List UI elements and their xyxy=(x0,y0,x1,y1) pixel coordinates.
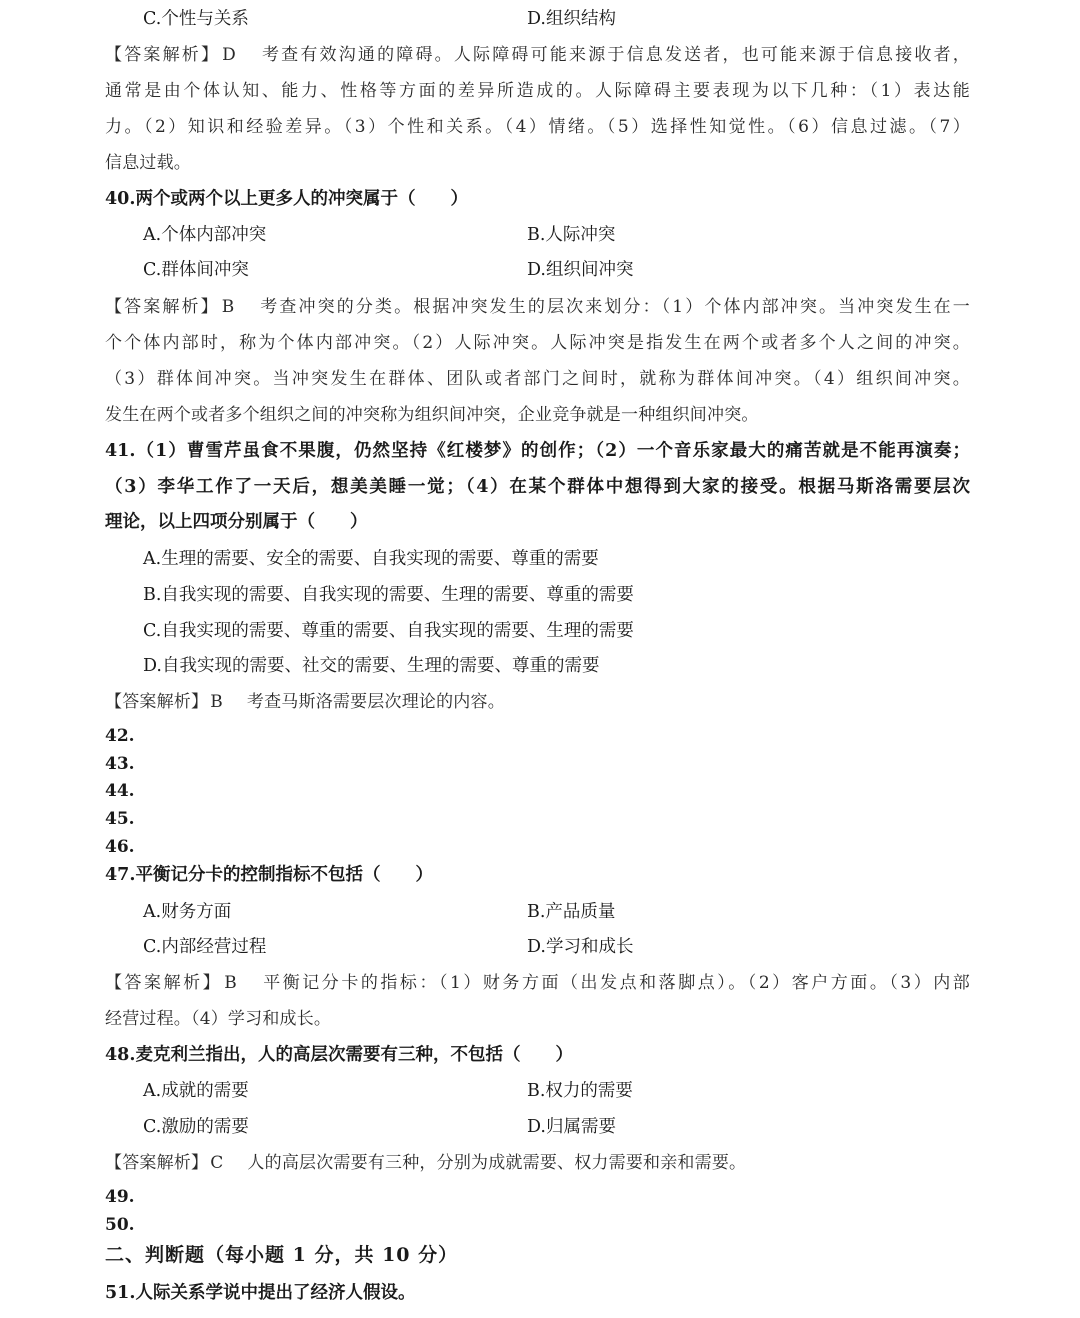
q47-option-d: D.学习和成长 xyxy=(527,937,634,957)
q41-option-b: B.自我实现的需要、自我实现的需要、生理的需要、尊重的需要 xyxy=(143,585,634,605)
q39-answer-line-1 xyxy=(105,43,970,67)
answer-text: 平衡记分卡的指标：（1）财务方面（出发点和落脚点）。（2）客户方面。（3）内部 xyxy=(260,973,971,993)
answer-tag: 【答案解析】 xyxy=(105,973,223,993)
q48-option-b: B.权力的需要 xyxy=(527,1081,633,1101)
q47-answer-line-1 xyxy=(105,971,970,995)
q41-stem-line-1: 41.（1）曹雪芹虽食不果腹，仍然坚持《红楼梦》的创作；（2）一个音乐家最大的痛苦就是不能再演奏； xyxy=(105,441,970,461)
q41-stem-line-3: 理论，以上四项分别属于（ ） xyxy=(105,512,368,532)
q40-answer-line-3: （3）群体间冲突。当冲突发生在群体、团队或者部门之间时，就称为群体间冲突。（4）组织间冲突。 xyxy=(105,369,970,389)
q40-option-b: B.人际冲突 xyxy=(527,225,616,245)
q47-answer-line-2: 经营过程。（4）学习和成长。 xyxy=(105,1009,332,1029)
question-number-50: 50. xyxy=(105,1215,135,1235)
q39-answer-line-2: 通常是由个体认知、能力、性格等方面的差异所造成的。人际障碍主要表现为以下几种：（1）表达能 xyxy=(105,81,970,101)
q48-answer xyxy=(105,1151,746,1175)
question-number-43: 43. xyxy=(105,754,135,774)
q41-option-d: D.自我实现的需要、社交的需要、生理的需要、尊重的需要 xyxy=(143,656,600,676)
answer-letter: C xyxy=(210,1153,224,1173)
q48-stem: 48.麦克利兰指出，人的高层次需要有三种，不包括（ ） xyxy=(105,1045,573,1065)
q47-option-a: A.财务方面 xyxy=(143,902,232,922)
answer-text: 考查马斯洛需要层次理论的内容。 xyxy=(246,692,505,712)
answer-tag: 【答案解析】 xyxy=(105,692,209,712)
q39-answer-line-3: 力。（2）知识和经验差异。（3）个性和关系。（4）情绪。（5）选择性知觉性。（6）信息过滤。（7） xyxy=(105,117,970,137)
answer-tag: 【答案解析】 xyxy=(105,45,221,65)
q48-option-c: C.激励的需要 xyxy=(143,1117,249,1137)
answer-tag: 【答案解析】 xyxy=(105,1153,209,1173)
section-title-judgement: 二、判断题（每小题 1 分，共 10 分） xyxy=(105,1244,459,1266)
q39-answer-line-4: 信息过载。 xyxy=(105,153,191,173)
q40-answer-line-2: 个个体内部时，称为个体内部冲突。（2）人际冲突。人际冲突是指发生在两个或者多个人之间的冲突。 xyxy=(105,333,970,353)
q47-option-b: B.产品质量 xyxy=(527,902,616,922)
q40-option-a: A.个体内部冲突 xyxy=(143,225,267,245)
question-number-42: 42. xyxy=(105,726,135,746)
answer-tag: 【答案解析】 xyxy=(105,297,220,317)
answer-letter: B xyxy=(224,973,237,993)
q48-option-d: D.归属需要 xyxy=(527,1117,616,1137)
answer-text: 考查有效沟通的障碍。人际障碍可能来源于信息发送者，也可能来源于信息接收者， xyxy=(259,45,970,65)
q40-option-d: D.组织间冲突 xyxy=(527,260,634,280)
answer-letter: B xyxy=(210,692,223,712)
question-number-45: 45. xyxy=(105,809,135,829)
q40-answer-line-4: 发生在两个或者多个组织之间的冲突称为组织间冲突，企业竞争就是一种组织间冲突。 xyxy=(105,405,759,425)
q40-answer-line-1 xyxy=(105,295,970,319)
question-number-44: 44. xyxy=(105,781,135,801)
q48-option-a: A.成就的需要 xyxy=(143,1081,249,1101)
answer-letter: B xyxy=(221,297,235,317)
q47-stem: 47.平衡记分卡的控制指标不包括（ ） xyxy=(105,865,433,885)
q40-option-c: C.群体间冲突 xyxy=(143,260,249,280)
answer-letter: D xyxy=(222,45,236,65)
answer-text: 人的高层次需要有三种，分别为成就需要、权力需要和亲和需要。 xyxy=(247,1153,747,1173)
q40-stem: 40.两个或两个以上更多人的冲突属于（ ） xyxy=(105,189,468,209)
q39-option-c: C.个性与关系 xyxy=(143,9,249,29)
q41-stem-line-2: （3）李华工作了一天后，想美美睡一觉；（4）在某个群体中想得到大家的接受。根据马斯洛需要层次 xyxy=(105,477,970,497)
q39-option-d: D.组织结构 xyxy=(527,9,616,29)
q47-option-c: C.内部经营过程 xyxy=(143,937,267,957)
answer-text: 考查冲突的分类。根据冲突发生的层次来划分：（1）个体内部冲突。当冲突发生在一 xyxy=(258,297,970,317)
q41-option-c: C.自我实现的需要、尊重的需要、自我实现的需要、生理的需要 xyxy=(143,621,634,641)
question-number-49: 49. xyxy=(105,1187,135,1207)
question-number-46: 46. xyxy=(105,837,135,857)
q51-stem: 51.人际关系学说中提出了经济人假设。 xyxy=(105,1283,416,1303)
q41-option-a: A.生理的需要、安全的需要、自我实现的需要、尊重的需要 xyxy=(143,549,599,569)
q41-answer xyxy=(105,690,505,714)
